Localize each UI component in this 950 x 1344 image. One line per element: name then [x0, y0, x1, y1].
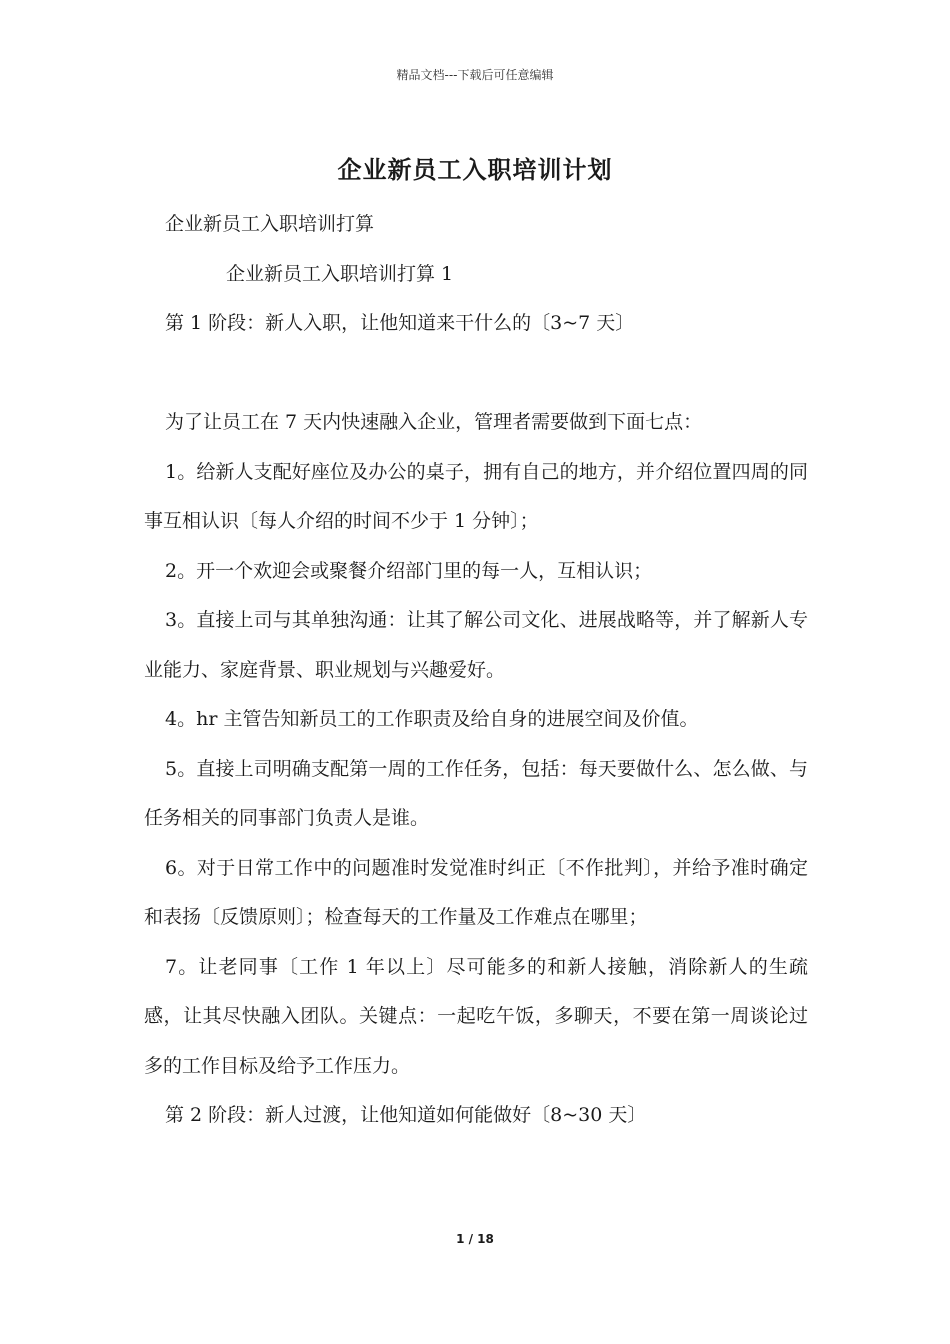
page-header: 精品文档---下载后可任意编辑: [396, 68, 554, 82]
document-body: [144, 200, 808, 1141]
paragraph-stage-2: 第 2 阶段：新人过渡，让他知道如何能做好〔8~30 天〕: [165, 1104, 647, 1126]
paragraph-intro: 为了让员工在 7 天内快速融入企业，管理者需要做到下面七点：: [165, 411, 703, 433]
page-number: 1 / 18: [456, 1232, 494, 1246]
paragraph-item-5: 5。直接上司明确支配第一周的工作任务，包括：每天要做什么、怎么做、与任务相关的同事部门负责人是谁。: [144, 757, 808, 829]
paragraph-stage-1: 第 1 阶段：新人入职，让他知道来干什么的〔3~7 天〕: [165, 312, 635, 334]
document-title: 企业新员工入职培训计划: [337, 156, 613, 184]
paragraph-item-6: 6。对于日常工作中的问题准时发觉准时纠正〔不作批判〕，并给予准时确定和表扬〔反馈原则〕；检查每天的工作量及工作难点在哪里；: [144, 856, 808, 928]
paragraph-item-7: 7。让老同事〔工作 1 年以上〕尽可能多的和新人接触，消除新人的生疏感，让其尽快融入团队。关键点：一起吃午饭，多聊天，不要在第一周谈论过多的工作目标及给予工作压力。: [144, 955, 808, 1077]
paragraph-plan-heading: 企业新员工入职培训打算 1: [226, 262, 454, 285]
paragraph-item-1: 1。给新人支配好座位及办公的桌子，拥有自己的地方，并介绍位置四周的同事互相认识〔每人介绍的时间不少于 1 分钟〕；: [144, 460, 808, 532]
paragraph-item-4: 4。hr 主管告知新员工的工作职责及给自身的进展空间及价值。: [165, 708, 699, 730]
paragraph-item-2: 2。开一个欢迎会或聚餐介绍部门里的每一人，互相认识；: [165, 559, 653, 582]
blank-line: [144, 349, 808, 399]
paragraph-subtitle: 企业新员工入职培训打算: [165, 213, 375, 235]
paragraph-item-3: 3。直接上司与其单独沟通：让其了解公司文化、进展战略等，并了解新人专业能力、家庭背景、职业规划与兴趣爱好。: [144, 609, 808, 681]
